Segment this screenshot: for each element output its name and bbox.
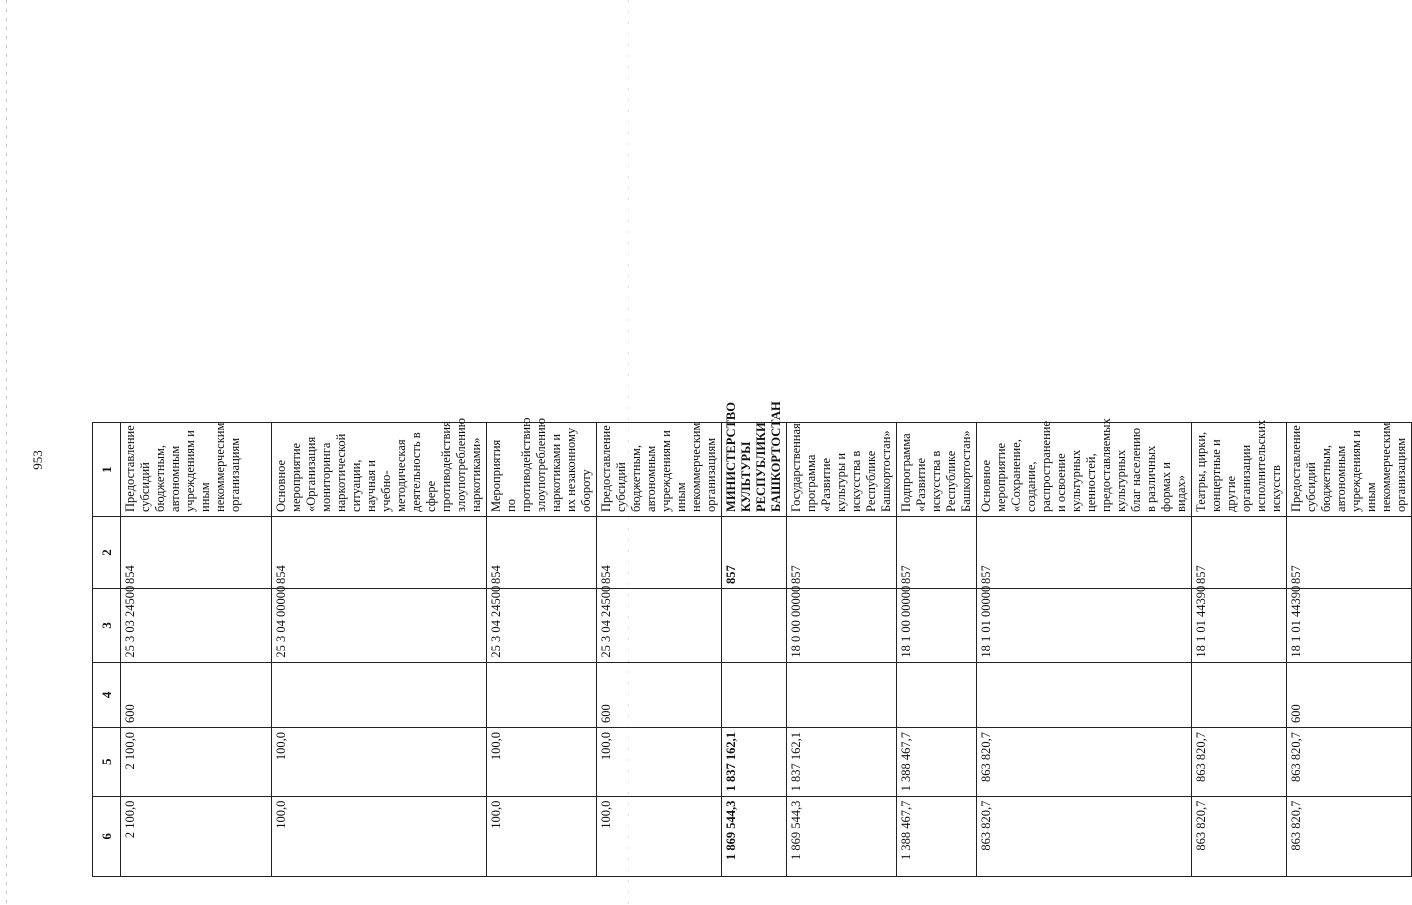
cell-col2: 854 [487, 516, 597, 588]
cell-col2: 854 [272, 516, 487, 588]
cell-col1: Основное мероприятие «Организация мониторинга наркотической ситуации, научная и учебно-методическая деятельность в сфере противодействия злоупотреблению наркотиками» [272, 423, 487, 517]
cell-col1: Театры, цирки, концертные и другие организации исполнительских искусств [1192, 423, 1287, 517]
cell-col6: 100,0 [272, 796, 487, 876]
cell-col5: 1 388 467,7 [897, 727, 977, 796]
cell-col4 [1192, 662, 1287, 727]
cell-col3: 25 3 04 24500 [597, 588, 722, 662]
cell-col3: 18 1 01 44390 [1287, 588, 1412, 662]
cell-col1: Основное мероприятие «Сохранение, создание, распространение и освоение культурных ценностей, предоставляемых культурных благ населению в различных формах и видах» [977, 423, 1192, 517]
cell-col4: 600 [1287, 662, 1412, 727]
cell-col1: Государственная программа «Развитие культуры и искусства в Республике Башкортостан» [787, 423, 897, 517]
cell-col5: 863 820,7 [977, 727, 1192, 796]
cell-col4 [722, 662, 787, 727]
scan-edge-left [6, 0, 7, 905]
cell-col5: 1 837 162,1 [787, 727, 897, 796]
cell-col3 [722, 588, 787, 662]
cell-col1: Предоставление субсидий бюджетным, автономным учреждениям и иным некоммерческим организациям [121, 423, 272, 517]
cell-col2: 857 [1192, 516, 1287, 588]
header-col-5: 5 [93, 727, 121, 796]
rotated-table-wrapper [92, 47, 1408, 877]
cell-col2: 854 [121, 516, 272, 588]
cell-col6: 1 869 544,3 [722, 796, 787, 876]
cell-col5: 100,0 [597, 727, 722, 796]
cell-col4 [487, 662, 597, 727]
cell-col4 [977, 662, 1192, 727]
cell-col5: 863 820,7 [1287, 727, 1412, 796]
cell-col5: 863 820,7 [1192, 727, 1287, 796]
header-col-3: 3 [93, 588, 121, 662]
cell-col2: 857 [787, 516, 897, 588]
cell-col3: 18 1 01 00000 [977, 588, 1192, 662]
cell-col6: 863 820,7 [1287, 796, 1412, 876]
cell-col3: 18 1 01 44390 [1192, 588, 1287, 662]
cell-col3: 25 3 03 24500 [121, 588, 272, 662]
cell-col2: 854 [597, 516, 722, 588]
cell-col6: 1 388 467,7 [897, 796, 977, 876]
cell-col1: Предоставление субсидий бюджетным, автономным учреждениям и иным некоммерческим организациям [1287, 423, 1412, 517]
cell-col6: 100,0 [597, 796, 722, 876]
cell-col6: 863 820,7 [977, 796, 1192, 876]
header-col-6: 6 [93, 796, 121, 876]
cell-col4: 600 [121, 662, 272, 727]
page-number: 953 [30, 450, 45, 470]
cell-col4: 600 [597, 662, 722, 727]
cell-col1: Мероприятия по противодействию злоупотреблению наркотиками и их незаконному обороту [487, 423, 597, 517]
cell-col6: 1 869 544,3 [787, 796, 897, 876]
cell-col2: 857 [977, 516, 1192, 588]
cell-col4 [787, 662, 897, 727]
header-col-1: 1 [93, 423, 121, 517]
cell-col5: 100,0 [487, 727, 597, 796]
cell-col2: 857 [1287, 516, 1412, 588]
cell-col1: Подпрограмма «Развитие искусства в Республике Башкортостан» [897, 423, 977, 517]
cell-col5: 2 100,0 [121, 727, 272, 796]
header-col-4: 4 [93, 662, 121, 727]
cell-col5: 1 837 162,1 [722, 727, 787, 796]
cell-col3: 25 3 04 24500 [487, 588, 597, 662]
cell-col4 [897, 662, 977, 727]
cell-col6: 100,0 [487, 796, 597, 876]
cell-col1: МИНИСТЕРСТВО КУЛЬТУРЫ РЕСПУБЛИКИ БАШКОРТОСТАН [722, 423, 787, 517]
cell-col3: 25 3 04 00000 [272, 588, 487, 662]
header-col-2: 2 [93, 516, 121, 588]
cell-col1: Предоставление субсидий бюджетным, автономным учреждениям и иным некоммерческим организациям [597, 423, 722, 517]
cell-col2: 857 [722, 516, 787, 588]
cell-col3: 18 1 00 00000 [897, 588, 977, 662]
cell-col2: 857 [897, 516, 977, 588]
cell-col5: 100,0 [272, 727, 487, 796]
budget-table [92, 47, 1412, 877]
cell-col6: 2 100,0 [121, 796, 272, 876]
cell-col4 [272, 662, 487, 727]
cell-col6: 863 820,7 [1192, 796, 1287, 876]
cell-col3: 18 0 00 00000 [787, 588, 897, 662]
